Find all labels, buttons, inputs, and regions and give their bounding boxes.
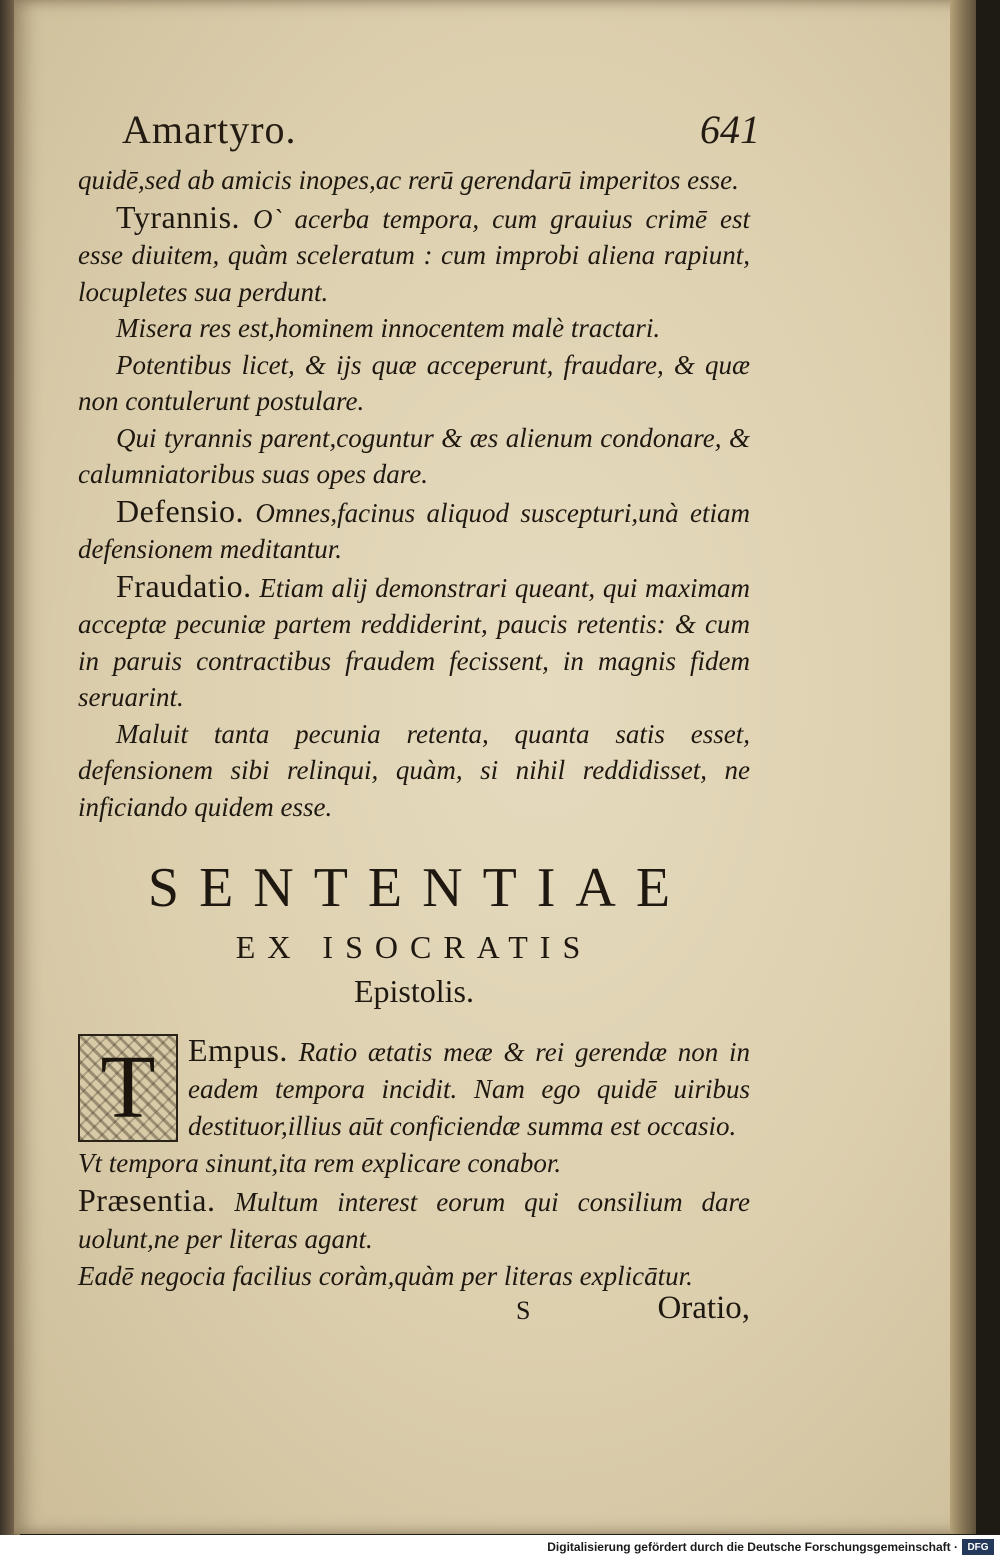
decorated-initial: T <box>78 1034 178 1142</box>
section-title-line-2: EX ISOCRATIS <box>235 929 593 965</box>
running-title: Amartyro. <box>122 107 297 152</box>
section-title <box>78 855 750 1013</box>
paragraph <box>78 1145 750 1182</box>
paragraph <box>78 1032 750 1145</box>
paragraph <box>78 347 750 420</box>
marginal-head: Empus. <box>188 1032 288 1068</box>
paragraph <box>78 716 750 826</box>
paragraph-text: Omnes,facinus aliquod suscepturi,unà etiam defensionem meditantur. <box>78 497 751 564</box>
signature-mark: S <box>516 1296 531 1325</box>
footer-bar <box>0 1535 1000 1560</box>
paragraph <box>78 1182 750 1258</box>
paragraph <box>78 420 750 493</box>
paragraph-text: Maluit tanta pecunia retenta, quanta satis esset, defensionem sibi relinqui, quàm, si nihil reddidisset, ne inficiando quidem esse. <box>78 718 750 822</box>
paragraph-text: O` acerba tempora, cum grauius crimē est esse diuitem, quàm sceleratum : cum improbi aliena rapiunt, locupletes sua perdunt. <box>78 203 750 307</box>
paragraph <box>78 568 750 716</box>
paragraph <box>78 199 750 311</box>
paragraph-text: Ratio ætatis meæ & rei gerendæ non in eadem tempora incidit. Nam ego quidē uiribus destituor,illius aūt conficiendæ summa est occasio. <box>188 1037 750 1141</box>
paragraph-text: Multum interest eorum qui consilium dare uolunt,ne per literas agant. <box>78 1187 751 1254</box>
marginal-head: Defensio. <box>116 492 245 529</box>
paragraph-text: Potentibus licet, & ijs quæ acceperunt, fraudare, & quæ non contulerunt postulare. <box>78 349 750 416</box>
body-text <box>78 162 750 825</box>
catchword: Oratio, <box>657 1290 750 1326</box>
page-edge <box>950 0 976 1534</box>
marginal-head: Fraudatio. <box>116 567 252 604</box>
dfg-logo-icon: DFG <box>962 1539 994 1555</box>
section-text <box>78 1032 750 1295</box>
paragraph-text: Qui tyrannis parent,coguntur & æs alienum condonare, & calumniatoribus suas opes dare. <box>78 422 750 489</box>
folio-number: 641 <box>700 107 760 152</box>
marginal-head: Tyrannis. <box>116 198 241 235</box>
page-foot <box>78 1290 750 1338</box>
section-title-line-1: SENTENTIAE <box>147 857 691 919</box>
section-title-line-3: Epistolis. <box>353 973 474 1009</box>
paragraph-text: Eadē negocia facilius coràm,quàm per literas explicātur. <box>78 1261 693 1291</box>
marginal-head: Præsentia. <box>78 1182 216 1218</box>
page-header <box>60 98 760 158</box>
footer-credit: Digitalisierung gefördert durch die Deutsche Forschungsgemeinschaft · <box>547 1540 958 1554</box>
paragraph <box>78 493 750 568</box>
paragraph <box>78 162 750 199</box>
paragraph-text: Misera res est,hominem innocentem malè tractari. <box>116 313 661 343</box>
paragraph <box>78 310 750 347</box>
paragraph-text: Vt tempora sinunt,ita rem explicare conabor. <box>78 1148 562 1178</box>
paragraph-text: Etiam alij demonstrari queant, qui maximam acceptæ pecuniæ partem reddiderint, paucis retentis: & cum in paruis contractibus fraudem fecissent, in magnis fidem seruarint. <box>78 572 750 712</box>
paragraph-text: quidē,sed ab amicis inopes,ac rerū gerendarū imperitos esse. <box>78 165 739 195</box>
